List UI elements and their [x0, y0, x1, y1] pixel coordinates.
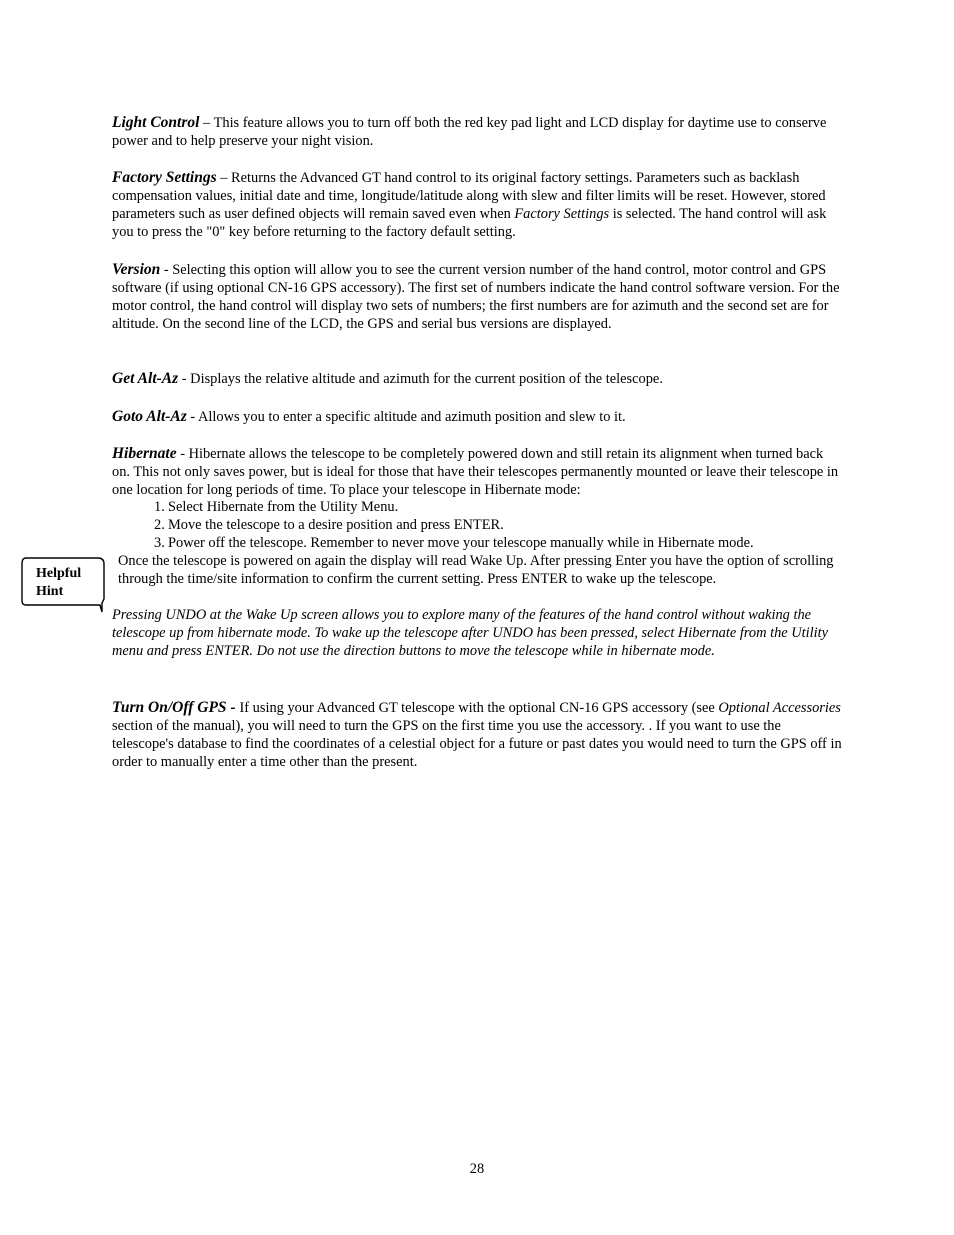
heading-hibernate: Hibernate: [112, 445, 177, 462]
list-item: [154, 534, 854, 552]
list-item: [154, 498, 854, 516]
section-factory-settings: [112, 169, 844, 241]
step-number: 1.: [154, 499, 165, 515]
hint-line-1: Helpful: [36, 566, 82, 581]
section-goto-alt-az: [112, 408, 844, 426]
text-light-control: This feature allows you to turn off both the red key pad light and LCD display for daytime use to conserve power and to help preserve your night vision.: [112, 115, 827, 149]
separator: -: [160, 262, 173, 278]
text-factory-settings-b: is selected. The hand control will ask you to press the "0" key before returning to the factory default setting.: [112, 206, 827, 240]
text-hibernate: Hibernate allows the telescope to be completely powered down and still retain its alignment when turned back on. This not only saves power, but is ideal for those that have their telescopes permanently mounted or leave their telescope in one location for long periods of time. To place your telescope in Hibernate mode:: [112, 446, 839, 498]
step-number: 2.: [154, 517, 165, 533]
text-gps-italic: Optional Accessories: [718, 700, 841, 716]
text-goto-alt-az: Allows you to enter a specific altitude and azimuth position and slew to it.: [198, 409, 626, 425]
section-version: [112, 261, 844, 333]
separator: –: [199, 115, 214, 131]
hint-line-2: Hint: [36, 584, 64, 599]
text-version: Selecting this option will allow you to see the current version number of the hand control, motor control and GPS software (if using optional CN-16 GPS accessory). The first set of numbers indicate the hand control software version. For the motor control, the hand control will display two sets of numbers; the first numbers are for azimuth and the second set are for altitude. On the second line of the LCD, the GPS and serial bus versions are displayed.: [112, 262, 840, 332]
text-gps-a: If using your Advanced GT telescope with the optional CN-16 GPS accessory (see: [239, 700, 719, 716]
heading-turn-on-off-gps: Turn On/Off GPS: [112, 699, 227, 716]
hibernate-note: Once the telescope is powered on again the display will read Wake Up. After pressing Enter you have the option of scrolling through the time/site information to confirm the current setting. Press ENTER to wake up the telescope.: [118, 553, 834, 587]
heading-light-control: Light Control: [112, 114, 200, 131]
section-light-control: [112, 114, 844, 150]
separator: -: [186, 409, 198, 425]
step-number: 3.: [154, 535, 165, 551]
step-text: Select Hibernate from the Utility Menu.: [168, 499, 399, 515]
section-hibernate: [112, 445, 844, 499]
text-get-alt-az: Displays the relative altitude and azimuth for the current position of the telescope.: [190, 371, 663, 387]
heading-get-alt-az: Get Alt-Az: [112, 370, 179, 387]
separator: -: [178, 371, 191, 387]
heading-factory-settings: Factory Settings: [112, 169, 217, 186]
text-factory-settings-a: Returns the Advanced GT hand control to its original factory settings. Parameters such as backlash compensation values, initial date and time, longitude/latitude along with slew and filter limits will be reset. However, stored parameters such as user defined objects will remain saved even when: [112, 170, 826, 222]
step-text: Move the telescope to a desire position and press ENTER.: [168, 517, 504, 533]
separator: -: [176, 446, 189, 462]
section-turn-on-off-gps: [112, 699, 844, 771]
helpful-hint-label: [36, 565, 81, 601]
separator: -: [226, 699, 240, 716]
heading-version: Version: [112, 261, 161, 278]
text-gps-b: section of the manual), you will need to turn the GPS on the first time you use the accessory. . If you want to use the telescope's database to find the coordinates of a celestial object for a future or past dates you would need to turn the GPS off in order to manually enter a time other than the present.: [112, 718, 842, 770]
separator: –: [216, 170, 232, 186]
undo-note: Pressing UNDO at the Wake Up screen allows you to explore many of the features of the hand control without waking the telescope up from hibernate mode. To wake up the telescope after UNDO has been pressed, select Hibernate from the Utility menu and press ENTER. Do not use the direction buttons to move the telescope while in hibernate mode.: [112, 607, 829, 659]
list-item: [154, 516, 854, 534]
step-text: Power off the telescope. Remember to never move your telescope manually while in Hibernate mode.: [168, 535, 754, 551]
text-factory-settings-italic: Factory Settings: [514, 206, 610, 222]
section-get-alt-az: [112, 370, 844, 388]
page-number: 28: [469, 1161, 485, 1177]
hibernate-steps-list: [154, 498, 854, 552]
heading-goto-alt-az: Goto Alt-Az: [112, 408, 187, 425]
